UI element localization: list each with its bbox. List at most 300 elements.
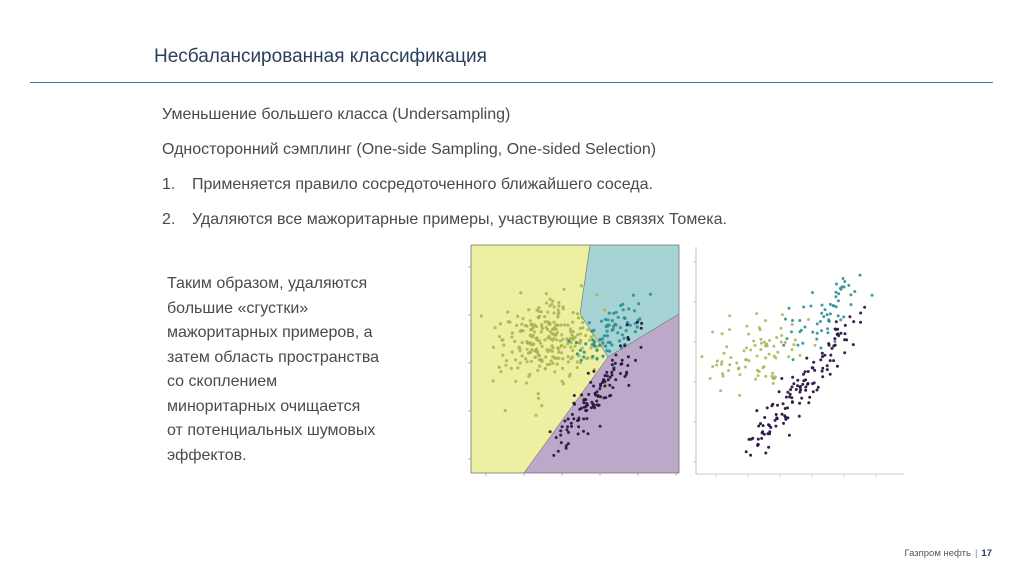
scatter-point — [729, 356, 732, 359]
scatter-point — [634, 330, 637, 333]
scatter-point — [738, 394, 741, 397]
scatter-point — [504, 409, 507, 412]
paragraph-line: затем область пространства — [167, 348, 380, 366]
scatter-point — [609, 376, 612, 379]
scatter-point — [548, 348, 551, 351]
scatter-point — [533, 330, 536, 333]
scatter-point — [573, 345, 576, 348]
scatter-point — [526, 360, 529, 363]
scatter-point — [798, 319, 801, 322]
scatter-point — [569, 327, 572, 330]
scatter-point — [815, 338, 818, 341]
scatter-point — [805, 357, 808, 360]
scatter-point — [634, 359, 637, 362]
scatter-point — [850, 303, 853, 306]
scatter-point — [527, 308, 530, 311]
scatter-point — [498, 366, 501, 369]
scatter-point — [796, 384, 799, 387]
scatter-point — [505, 359, 508, 362]
scatter-point — [619, 372, 622, 375]
scatter-point — [584, 342, 587, 345]
scatter-point — [611, 359, 614, 362]
scatter-point — [518, 347, 521, 350]
scatter-point — [528, 351, 531, 354]
scatter-point — [557, 351, 560, 354]
scatter-point — [776, 404, 779, 407]
scatter-point — [763, 416, 766, 419]
scatter-point — [802, 306, 805, 309]
scatter-point — [551, 300, 554, 303]
scatter-point — [606, 318, 609, 321]
scatter-point — [602, 378, 605, 381]
scatter-point — [837, 299, 840, 302]
scatter-point — [827, 342, 830, 345]
scatter-point — [745, 358, 748, 361]
scatter-point — [560, 351, 563, 354]
scatter-point — [563, 345, 566, 348]
scatter-point — [784, 318, 787, 321]
scatter-point — [541, 327, 544, 330]
scatter-point — [826, 331, 829, 334]
scatter-point — [520, 323, 523, 326]
scatter-point — [743, 349, 746, 352]
scatter-point — [619, 344, 622, 347]
scatter-point — [640, 327, 643, 330]
scatter-point — [561, 357, 564, 360]
scatter-point — [530, 348, 533, 351]
scatter-point — [780, 327, 783, 330]
scatter-point — [553, 370, 556, 373]
page-number: 17 — [981, 548, 992, 559]
scatter-point — [839, 332, 842, 335]
scatter-point — [622, 308, 625, 311]
scatter-point — [608, 323, 611, 326]
scatter-point — [807, 318, 810, 321]
scatter-point — [607, 341, 610, 344]
scatter-point — [770, 404, 773, 407]
scatter-point — [798, 415, 801, 418]
scatter-point — [812, 390, 815, 393]
scatter-point — [809, 305, 812, 308]
scatter-point — [546, 328, 549, 331]
scatter-point — [532, 326, 535, 329]
scatter-point — [592, 370, 595, 373]
scatter-point — [845, 338, 848, 341]
scatter-point — [571, 413, 574, 416]
scatter-point — [759, 348, 762, 351]
scatter-point — [829, 303, 832, 306]
scatter-point — [627, 355, 630, 358]
scatter-point — [549, 330, 552, 333]
subtitle-undersampling: Уменьшение большего класса (Undersampling) — [162, 106, 511, 123]
scatter-point — [791, 319, 794, 322]
scatter-point — [834, 295, 837, 298]
scatter-point — [768, 424, 771, 427]
scatter-point — [541, 359, 544, 362]
scatter-point — [767, 446, 770, 449]
scatter-point — [572, 330, 575, 333]
scatter-point — [763, 433, 766, 436]
scatter-point — [576, 360, 579, 363]
scatter-point — [603, 385, 606, 388]
scatter-point — [525, 340, 528, 343]
scatter-point — [829, 354, 832, 357]
scatter-point — [811, 366, 814, 369]
scatter-point — [728, 314, 731, 317]
scatter-point — [597, 404, 600, 407]
scatter-point — [757, 425, 760, 428]
scatter-point — [579, 327, 582, 330]
scatter-point — [537, 397, 540, 400]
scatter-point — [593, 404, 596, 407]
scatter-point — [636, 325, 639, 328]
footer — [904, 548, 992, 559]
scatter-point — [601, 341, 604, 344]
scatter-point — [552, 454, 555, 457]
scatter-point — [590, 336, 593, 339]
scatter-point — [548, 363, 551, 366]
scatter-point — [550, 344, 553, 347]
scatter-point — [557, 313, 560, 316]
scatter-point — [834, 344, 837, 347]
scatter-point — [727, 369, 730, 372]
scatter-point — [766, 432, 769, 435]
scatter-point — [614, 378, 617, 381]
scatter-point — [636, 321, 639, 324]
scatter-point — [521, 341, 524, 344]
scatter-point — [572, 402, 575, 405]
scatter-point — [544, 367, 547, 370]
scatter-point — [840, 288, 843, 291]
scatter-point — [501, 354, 504, 357]
scatter-point — [586, 356, 589, 359]
scatter-point — [584, 334, 587, 337]
scatter-point — [599, 425, 602, 428]
scatter-point — [568, 375, 571, 378]
scatter-point — [579, 340, 582, 343]
scatter-point — [822, 315, 825, 318]
scatter-point — [533, 356, 536, 359]
scatter-point — [561, 338, 564, 341]
scatter-point — [813, 369, 816, 372]
scatter-point — [745, 325, 748, 328]
scatter-point — [567, 360, 570, 363]
scatter-point — [852, 343, 855, 346]
scatter-point — [744, 366, 747, 369]
paragraph-line: миноритарных очищается — [167, 397, 361, 415]
scatter-point — [582, 401, 585, 404]
scatter-point — [835, 320, 838, 323]
scatter-point — [589, 346, 592, 349]
scatter-point — [637, 302, 640, 305]
scatter-point — [711, 365, 714, 368]
scatter-point — [510, 335, 513, 338]
scatter-point — [537, 392, 540, 395]
scatter-point — [510, 367, 513, 370]
scatter-point — [623, 344, 626, 347]
scatter-point — [572, 338, 575, 341]
scatter-point — [494, 326, 497, 329]
scatter-point — [829, 373, 832, 376]
scatter-point — [638, 317, 641, 320]
scatter-point — [567, 418, 570, 421]
scatter-point — [781, 313, 784, 316]
scatter-point — [519, 361, 522, 364]
scatter-point — [768, 353, 771, 356]
scatter-point — [728, 328, 731, 331]
scatter-point — [799, 354, 802, 357]
scatter-point — [750, 438, 753, 441]
scatter-point — [784, 341, 787, 344]
scatter-point — [794, 339, 797, 342]
scatter-point — [757, 443, 760, 446]
scatter-point — [819, 358, 822, 361]
scatter-point — [859, 274, 862, 277]
scatter-point — [579, 332, 582, 335]
scatter-point — [772, 382, 775, 385]
scatter-point — [554, 334, 557, 337]
scatter-point — [604, 396, 607, 399]
slide-title: Несбалансированная классификация — [154, 46, 487, 67]
scatter-point — [804, 326, 807, 329]
scatter-point — [789, 388, 792, 391]
scatter-point — [566, 428, 569, 431]
scatter-point — [561, 425, 564, 428]
scatter-point — [757, 438, 760, 441]
scatter-point — [821, 304, 824, 307]
scatter-point — [774, 357, 777, 360]
scatter-point — [735, 362, 738, 365]
scatter-point — [526, 348, 529, 351]
scatter-point — [785, 337, 788, 340]
scatter-point — [621, 303, 624, 306]
scatter-point — [760, 342, 763, 345]
scatter-point — [588, 339, 591, 342]
scatter-point — [552, 337, 555, 340]
scatter-point — [619, 326, 622, 329]
scatter-point — [811, 291, 814, 294]
scatter-point — [625, 329, 628, 332]
scatter-point — [577, 425, 580, 428]
scatter-point — [600, 320, 603, 323]
scatter-point — [720, 363, 723, 366]
scatter-point — [791, 400, 794, 403]
scatter-point — [572, 311, 575, 314]
scatter-point — [607, 378, 610, 381]
scatter-point — [583, 406, 586, 409]
paragraph-line: мажоритарных примеров, а — [167, 324, 373, 341]
scatter-point — [778, 390, 781, 393]
scatter-point — [564, 420, 567, 423]
scatter-point — [569, 357, 572, 360]
scatter-point — [580, 393, 583, 396]
scatter-point — [577, 433, 580, 436]
scatter-point — [520, 329, 523, 332]
scatter-point — [816, 332, 819, 335]
scatter-point — [852, 320, 855, 323]
scatter-point — [583, 398, 586, 401]
scatter-point — [745, 450, 748, 453]
scatter-point — [826, 364, 829, 367]
scatter-point — [595, 400, 598, 403]
scatter-point — [580, 359, 583, 362]
decision-region-scatter-plot — [458, 242, 688, 482]
scatter-point — [790, 348, 793, 351]
scatter-point — [582, 430, 585, 433]
scatter-point — [611, 319, 614, 322]
scatter-point — [507, 320, 510, 323]
scatter-point — [771, 375, 774, 378]
scatter-point — [791, 323, 794, 326]
scatter-point — [859, 321, 862, 324]
scatter-point — [571, 321, 574, 324]
scatter-point — [842, 316, 845, 319]
scatter-point — [758, 370, 761, 373]
scatter-point — [799, 388, 802, 391]
scatter-point — [521, 354, 524, 357]
scatter-point — [557, 301, 560, 304]
scatter-point — [842, 277, 845, 280]
scatter-points — [700, 274, 873, 457]
scatter-point — [839, 318, 842, 321]
scatter-point — [589, 381, 592, 384]
explanation-paragraph — [167, 272, 447, 468]
scatter-point — [618, 339, 621, 342]
scatter-point — [576, 333, 579, 336]
scatter-point — [807, 401, 810, 404]
scatter-point — [563, 288, 566, 291]
scatter-point — [525, 381, 528, 384]
scatter-point — [774, 419, 777, 422]
scatter-point — [593, 345, 596, 348]
scatter-point — [826, 313, 829, 316]
scatter-point — [529, 319, 532, 322]
scatter-point — [823, 354, 826, 357]
scatter-point — [543, 338, 546, 341]
scatter-point — [609, 394, 612, 397]
scatter-point — [561, 380, 564, 383]
scatter-point — [786, 391, 789, 394]
paragraph-line: Таким образом, удаляются — [167, 275, 368, 292]
scatter-point — [819, 320, 822, 323]
scatter-point — [627, 338, 630, 341]
scatter-point — [792, 343, 795, 346]
scatter-point — [627, 307, 630, 310]
scatter-point — [552, 311, 555, 314]
title-divider — [30, 82, 993, 83]
scatter-point — [632, 294, 635, 297]
scatter-point — [763, 365, 766, 368]
scatter-point — [504, 364, 507, 367]
scatter-point — [555, 436, 558, 439]
scatter-point — [570, 425, 573, 428]
scatter-point — [593, 406, 596, 409]
scatter-point — [519, 291, 522, 294]
scatter-point — [544, 355, 547, 358]
scatter-point — [587, 393, 590, 396]
scatter-point — [762, 424, 765, 427]
scatter-point — [745, 346, 748, 349]
scatter-point — [764, 319, 767, 322]
scatter-point — [592, 329, 595, 332]
paragraph-line: от потенциальных шумовых — [167, 422, 376, 439]
scatter-point — [837, 334, 840, 337]
scatter-point — [506, 311, 509, 314]
scatter-point — [821, 352, 824, 355]
scatter-point — [572, 417, 575, 420]
scatter-point — [752, 340, 755, 343]
scatter-point — [844, 332, 847, 335]
scatter-point — [633, 309, 636, 312]
scatter-point — [516, 315, 519, 318]
scatter-point — [755, 312, 758, 315]
scatter-point — [715, 364, 718, 367]
scatter-point — [557, 357, 560, 360]
scatter-point — [802, 379, 805, 382]
scatter-point — [792, 358, 795, 361]
scatter-point — [566, 342, 569, 345]
scatter-point — [626, 364, 629, 367]
scatter-point — [798, 402, 801, 405]
scatter-point — [801, 342, 804, 345]
scatter-point — [614, 362, 617, 365]
scatter-point — [557, 304, 560, 307]
scatter-point — [757, 374, 760, 377]
scatter-point — [569, 337, 572, 340]
scatter-point — [800, 397, 803, 400]
scatter-point — [524, 357, 527, 360]
scatter-point — [536, 350, 539, 353]
scatter-point — [800, 329, 803, 332]
scatter-point — [579, 349, 582, 352]
list-item-2 — [162, 211, 727, 229]
scatter-point — [559, 429, 562, 432]
scatter-point — [843, 351, 846, 354]
scatter-point — [640, 322, 643, 325]
scatter-point — [601, 355, 604, 358]
scatter-point — [836, 328, 839, 331]
scatter-point — [492, 346, 495, 349]
scatter-point — [592, 339, 595, 342]
scatter-point — [768, 339, 771, 342]
scatter-point — [557, 348, 560, 351]
scatter-point — [604, 345, 607, 348]
scatter-point — [782, 422, 785, 425]
scatter-point — [576, 352, 579, 355]
scatter-point — [583, 351, 586, 354]
paragraph-line: большие «сгустки» — [167, 299, 309, 317]
scatter-point — [546, 311, 549, 314]
scatter-point — [560, 441, 563, 444]
scatter-point — [773, 377, 776, 380]
scatter-point — [821, 375, 824, 378]
scatter-point — [528, 373, 531, 376]
scatter-point — [567, 355, 570, 358]
footer-company: Газпром нефть — [904, 548, 971, 559]
scatter-point — [871, 294, 874, 297]
scatter-point — [784, 407, 787, 410]
scatter-point — [804, 389, 807, 392]
scatter-point — [755, 409, 758, 412]
list-item-2-number: 2. — [162, 211, 176, 228]
scatter-point — [835, 291, 838, 294]
scatter-point — [816, 389, 819, 392]
scatter-point — [605, 371, 608, 374]
scatter-point — [766, 406, 769, 409]
scatter-point — [791, 385, 794, 388]
scatter-point — [819, 347, 822, 350]
scatter-point — [588, 321, 591, 324]
